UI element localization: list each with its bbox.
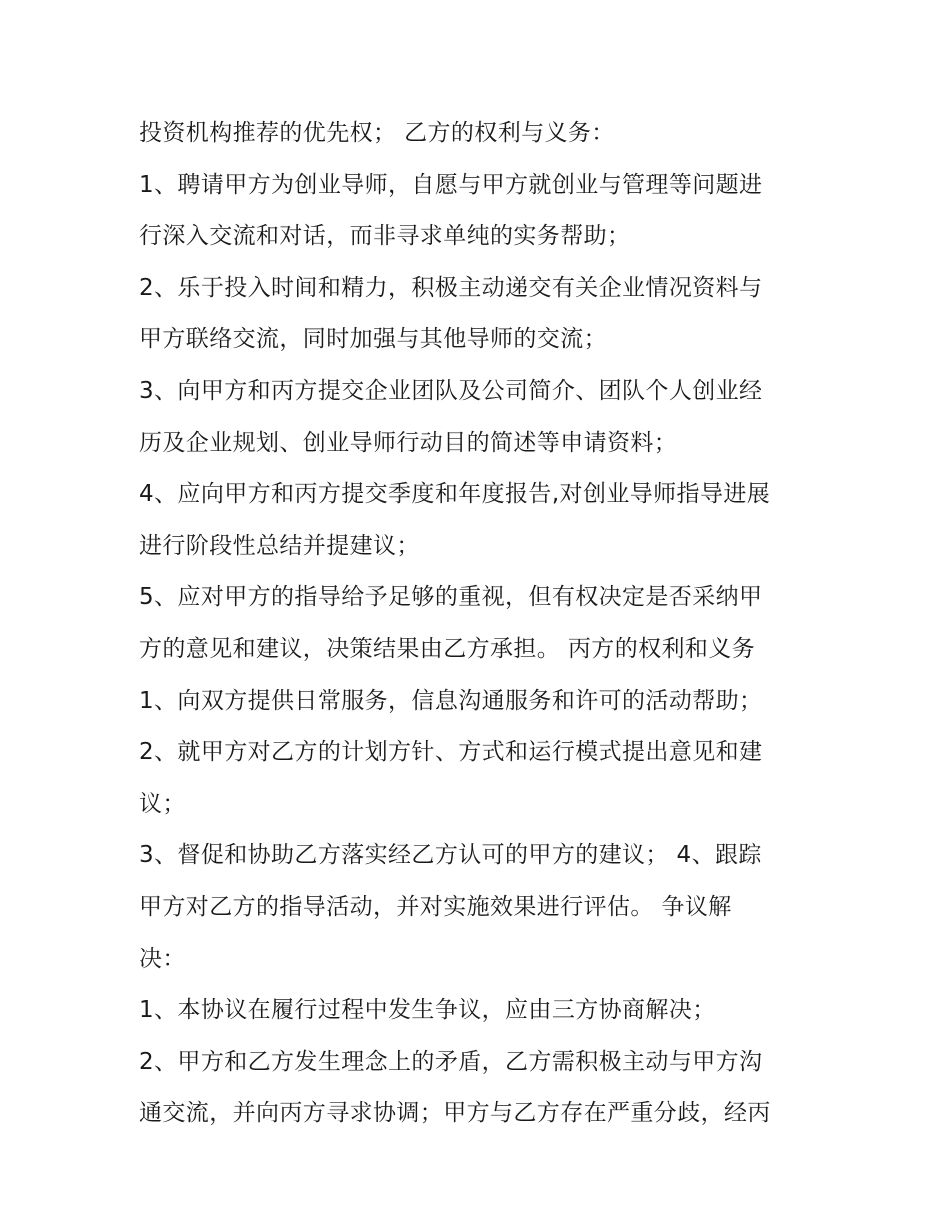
text-line: 4、应向甲方和丙方提交季度和年度报告,对创业导师指导进展 xyxy=(139,481,771,508)
text-line: 进行阶段性总结并提建议； xyxy=(139,532,420,559)
text-line: 1、聘请甲方为创业导师，自愿与甲方就创业与管理等问题进 xyxy=(139,171,763,198)
text-line: 2、乐于投入时间和精力，积极主动递交有关企业情况资料与 xyxy=(139,274,763,301)
text-line: 甲方对乙方的指导活动，并对实施效果进行评估。 争议解 xyxy=(139,893,732,920)
text-line: 行深入交流和对话，而非寻求单纯的实务帮助； xyxy=(139,223,631,250)
text-line: 议； xyxy=(139,790,186,817)
text-line: 5、应对甲方的指导给予足够的重视，但有权决定是否采纳甲 xyxy=(139,584,763,611)
text-line: 1、本协议在履行过程中发生争议，应由三方协商解决； xyxy=(139,997,716,1024)
text-line: 3、督促和协助乙方落实经乙方认可的甲方的建议； 4、跟踪 xyxy=(139,842,762,869)
text-line: 历及企业规划、创业导师行动目的简述等申请资料； xyxy=(139,429,678,456)
document-body xyxy=(139,108,819,1140)
text-line: 1、向双方提供日常服务，信息沟通服务和许可的活动帮助； xyxy=(139,687,763,714)
text-line: 通交流，并向丙方寻求协调；甲方与乙方存在严重分歧，经丙 xyxy=(139,1100,771,1127)
text-line: 决： xyxy=(139,945,186,972)
text-line: 2、甲方和乙方发生理念上的矛盾，乙方需积极主动与甲方沟 xyxy=(139,1048,763,1075)
text-line: 甲方联络交流，同时加强与其他导师的交流； xyxy=(139,326,607,353)
text-line: 方的意见和建议，决策结果由乙方承担。 丙方的权利和义务 xyxy=(139,635,756,662)
text-line: 3、向甲方和丙方提交企业团队及公司简介、团队个人创业经 xyxy=(139,377,763,404)
text-line: 2、就甲方对乙方的计划方针、方式和运行模式提出意见和建 xyxy=(139,739,763,766)
text-line: 投资机构推荐的优先权； 乙方的权利与义务： xyxy=(139,120,615,146)
